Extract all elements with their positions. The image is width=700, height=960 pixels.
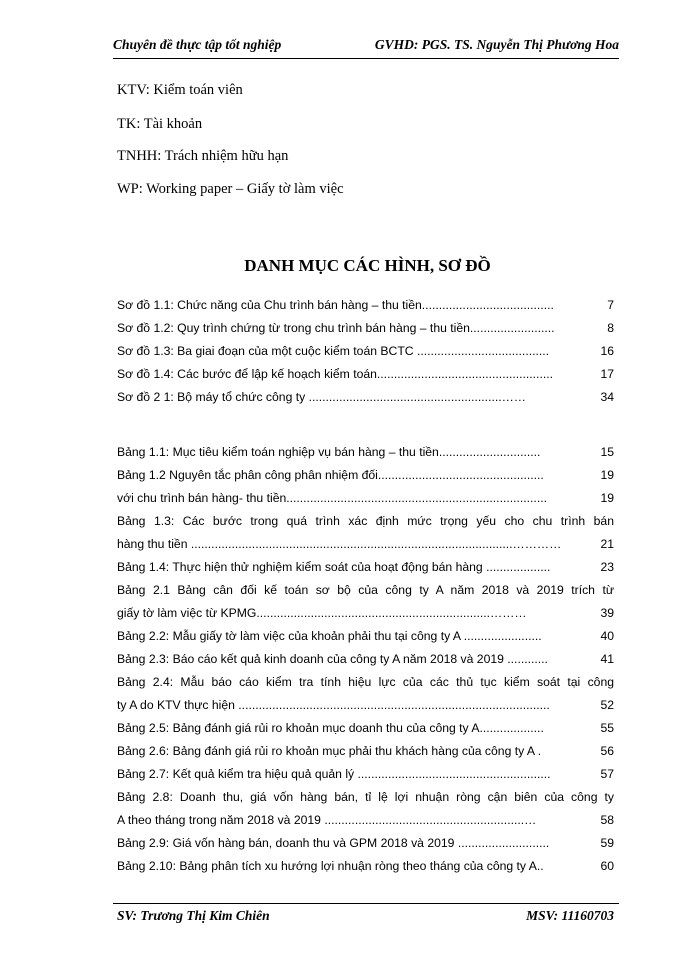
- toc-entry-page: 15: [600, 445, 614, 459]
- abbreviation-item: TNHH: Trách nhiệm hữu hạn: [117, 148, 289, 164]
- toc-entry[interactable]: [117, 629, 614, 651]
- toc-entry-page: 57: [600, 767, 614, 781]
- footer-left: SV: Trương Thị Kim Chiên: [117, 908, 270, 923]
- toc-entry-page: 23: [600, 560, 614, 574]
- toc-entry-page: 19: [600, 491, 614, 505]
- toc-entry[interactable]: [117, 560, 614, 582]
- toc-entry-page: 41: [600, 652, 614, 666]
- toc-entry-text: Bảng 1.2 Nguyên tắc phân công phân nhiệm đối.................................................: [117, 468, 544, 482]
- toc-entry[interactable]: [117, 606, 614, 628]
- abbreviation-item: KTV: Kiểm toán viên: [117, 82, 243, 98]
- toc-entry-page: 17: [600, 367, 614, 381]
- toc-entry-page: 21: [600, 537, 614, 551]
- toc-entry-text: Sơ đồ 1.2: Quy trình chứng từ trong chu trình bán hàng – thu tiền.........................: [117, 321, 555, 335]
- toc-entry-text: với chu trình bán hàng- thu tiền.............................................................................: [117, 491, 547, 505]
- toc-entry[interactable]: [117, 721, 614, 743]
- toc-entry-text: Bảng 2.9: Giá vốn hàng bán, doanh thu và GPM 2018 và 2019 ...........................: [117, 836, 550, 850]
- toc-entry-page: 19: [600, 468, 614, 482]
- toc-entry-page: 7: [607, 298, 614, 312]
- toc-entry-text: Bảng 1.1: Mục tiêu kiểm toán nghiệp vụ bán hàng – thu tiền..............................: [117, 445, 541, 459]
- toc-entry-text: hàng thu tiền ...............................................................................................…………: [117, 537, 562, 551]
- toc-entry[interactable]: [117, 583, 614, 605]
- toc-entry-text: Bảng 2.8: Doanh thu, giá vốn hàng bán, tỉ lệ lợi nhuận ròng cận biên của công ty: [117, 790, 614, 804]
- header-rule: [113, 58, 619, 59]
- section-title: DANH MỤC CÁC HÌNH, SƠ ĐỒ: [244, 256, 491, 275]
- toc-entry[interactable]: [117, 836, 614, 858]
- toc-entry-text: A theo tháng trong năm 2018 và 2019 ...........................................................…: [117, 813, 537, 827]
- toc-entry-page: 34: [600, 390, 614, 404]
- toc-entry-page: 39: [600, 606, 614, 620]
- toc-entry[interactable]: [117, 491, 614, 513]
- toc-entry-text: Bảng 2.5: Bảng đánh giá rủi ro khoản mục doanh thu của công ty A...................: [117, 721, 544, 735]
- toc-entry[interactable]: [117, 514, 614, 536]
- toc-entry[interactable]: [117, 537, 614, 559]
- toc-entry-text: Bảng 2.10: Bảng phân tích xu hướng lợi nhuận ròng theo tháng của công ty A..: [117, 859, 544, 873]
- toc-entry-page: 55: [600, 721, 614, 735]
- toc-entry[interactable]: [117, 390, 614, 412]
- toc-entry-text: Bảng 1.4: Thực hiện thử nghiệm kiểm soát của hoạt động bán hàng ...................: [117, 560, 551, 574]
- abbreviation-item: WP: Working paper – Giấy tờ làm việc: [117, 181, 344, 197]
- toc-entry[interactable]: [117, 652, 614, 674]
- toc-entry-page: 16: [600, 344, 614, 358]
- toc-entry[interactable]: [117, 468, 614, 490]
- toc-entry[interactable]: [117, 698, 614, 720]
- toc-entry-page: 52: [600, 698, 614, 712]
- toc-entry-text: giấy tờ làm việc từ KPMG.....................................................................………: [117, 606, 527, 620]
- toc-entry[interactable]: [117, 675, 614, 697]
- header-right: GVHD: PGS. TS. Nguyễn Thị Phương Hoa: [374, 37, 619, 52]
- toc-entry-text: Bảng 2.3: Báo cáo kết quả kinh doanh của công ty A năm 2018 và 2019 ............: [117, 652, 548, 666]
- toc-entry-text: Bảng 2.4: Mẫu báo cáo kiểm tra tính hiệu lực của các thủ tục kiểm soát tại công: [117, 675, 614, 689]
- abbreviation-item: TK: Tài khoản: [117, 116, 203, 132]
- toc-entry-text: Bảng 2.2: Mẫu giấy tờ làm việc của khoản phải thu tại công ty A .......................: [117, 629, 542, 643]
- toc-entry-text: ty A do KTV thực hiện ............................................................................................: [117, 698, 550, 712]
- toc-entry[interactable]: [117, 344, 614, 366]
- toc-entry[interactable]: [117, 445, 614, 467]
- toc-entry-text: Bảng 1.3: Các bước trong quá trình xác định mức trọng yếu cho chu trình bán: [117, 514, 614, 528]
- toc-entry-page: 8: [607, 321, 614, 335]
- toc-entry[interactable]: [117, 744, 614, 766]
- toc-entry-text: Bảng 2.7: Kết quả kiểm tra hiệu quả quản lý .........................................................: [117, 767, 551, 781]
- toc-entry-page: 60: [600, 859, 614, 873]
- toc-entry[interactable]: [117, 767, 614, 789]
- toc-entry[interactable]: [117, 790, 614, 812]
- toc-entry[interactable]: [117, 367, 614, 389]
- toc-entry[interactable]: [117, 859, 614, 881]
- footer-rule: [113, 903, 619, 904]
- toc-entry-text: Sơ đồ 1.1: Chức năng của Chu trình bán hàng – thu tiền.......................................: [117, 298, 554, 312]
- toc-entry-text: Sơ đồ 2 1: Bộ máy tổ chức công ty .........................................................……: [117, 390, 526, 404]
- toc-entry-text: Sơ đồ 1.4: Các bước để lập kế hoạch kiểm toán....................................................: [117, 367, 553, 381]
- toc-entry-page: 58: [600, 813, 614, 827]
- toc-entry-text: Sơ đồ 1.3: Ba giai đoạn của một cuộc kiểm toán BCTC .......................................: [117, 344, 550, 358]
- toc-entry-text: Bảng 2.6: Bảng đánh giá rủi ro khoản mục phải thu khách hàng của công ty A .: [117, 744, 542, 758]
- toc-entry[interactable]: [117, 321, 614, 343]
- header-left: Chuyên đề thực tập tốt nghiệp: [113, 37, 282, 52]
- footer-right: MSV: 11160703: [526, 908, 614, 923]
- toc-entry-page: 56: [600, 744, 614, 758]
- toc-entry-page: 59: [600, 836, 614, 850]
- toc-entry-page: 40: [600, 629, 614, 643]
- toc-entry-text: Bảng 2.1 Bảng cân đối kế toán sơ bộ của công ty A năm 2018 và 2019 trích từ: [117, 583, 614, 597]
- toc-entry[interactable]: [117, 813, 614, 835]
- toc-entry[interactable]: [117, 298, 614, 320]
